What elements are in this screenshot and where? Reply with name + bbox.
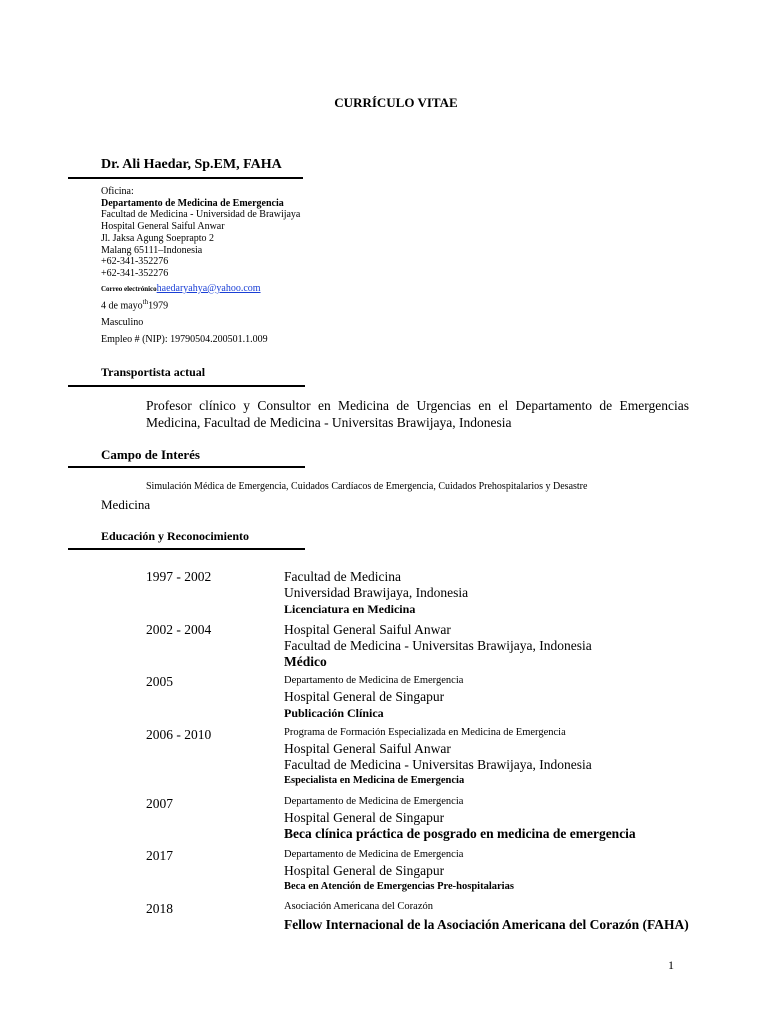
- edu-line: Hospital General de Singapur: [284, 689, 445, 704]
- edu-line: Facultad de Medicina - Universitas Brawijaya, Indonesia: [284, 638, 592, 653]
- edu-year: 2007: [146, 796, 173, 811]
- interest-line-2: Medicina: [101, 497, 151, 512]
- edu-degree: Licenciatura en Medicina: [284, 602, 416, 616]
- edu-year: 2005: [146, 674, 173, 689]
- edu-entry: [284, 899, 689, 934]
- office-label: Oficina:: [101, 186, 134, 197]
- office-hospital: Hospital General Saiful Anwar: [101, 221, 225, 233]
- current-divider: [68, 385, 305, 387]
- edu-line: Facultad de Medicina - Universitas Brawijaya, Indonesia: [284, 757, 592, 772]
- education-divider: [68, 548, 305, 550]
- edu-entry: [284, 725, 592, 789]
- edu-year: 1997 - 2002: [146, 569, 212, 584]
- birth-year: 1979: [148, 300, 169, 312]
- edu-degree: Médico: [284, 654, 327, 669]
- edu-degree: Publicación Clínica: [284, 706, 384, 720]
- interest-line-1: Simulación Médica de Emergencia, Cuidados Cardíacos de Emergencia, Cuidados Prehospitalarios y Desastre: [146, 481, 588, 492]
- birth-sup: th: [142, 298, 149, 307]
- page-number: 1: [668, 958, 674, 972]
- edu-line: Universidad Brawijaya, Indonesia: [284, 585, 469, 600]
- edu-line: Facultad de Medicina: [284, 569, 401, 584]
- interest-divider: [68, 466, 305, 468]
- current-text: [146, 397, 689, 431]
- edu-line: Hospital General de Singapur: [284, 863, 445, 878]
- document-title: CURRÍCULO VITAE: [334, 95, 458, 110]
- email-label: Correo electrónico: [101, 284, 157, 293]
- office-block: [101, 186, 300, 346]
- edu-line: Hospital General de Singapur: [284, 810, 445, 825]
- edu-line: Hospital General Saiful Anwar: [284, 622, 451, 637]
- current-line-2: Medicina, Facultad de Medicina - Universitas Brawijaya, Indonesia: [146, 415, 512, 430]
- edu-entry: [284, 569, 468, 617]
- office-phone-1: +62-341-352276: [101, 256, 169, 268]
- edu-entry: [284, 847, 514, 895]
- edu-degree: Beca en Atención de Emergencias Pre-hospitalarias: [284, 881, 514, 892]
- office-street: Jl. Jaksa Agung Soeprapto 2: [101, 232, 215, 244]
- edu-year: 2018: [146, 901, 173, 916]
- office-city: Malang 65111–Indonesia: [101, 244, 203, 256]
- edu-line: Hospital General Saiful Anwar: [284, 741, 451, 756]
- edu-line: Asociación Americana del Corazón: [284, 901, 433, 912]
- interest-heading: Campo de Interés: [101, 447, 200, 462]
- edu-entry: [284, 673, 463, 721]
- edu-entry: [284, 794, 636, 842]
- person-name: Dr. Ali Haedar, Sp.EM, FAHA: [101, 157, 282, 172]
- edu-line: Departamento de Medicina de Emergencia: [284, 796, 464, 807]
- edu-year: 2017: [146, 848, 173, 863]
- edu-degree: Fellow Internacional de la Asociación Americana del Corazón (FAHA): [284, 917, 689, 932]
- office-faculty: Facultad de Medicina - Universidad de Brawijaya: [101, 209, 301, 221]
- edu-year: 2002 - 2004: [146, 622, 212, 637]
- current-line-1: Profesor clínico y Consultor en Medicina de Urgencias en el Departamento de Emergencias: [146, 398, 689, 413]
- email-row: [101, 283, 300, 296]
- office-phone-2: +62-341-352276: [101, 267, 169, 279]
- edu-entry: [284, 622, 592, 670]
- edu-degree: Beca clínica práctica de posgrado en medicina de emergencia: [284, 826, 636, 841]
- edu-line: Departamento de Medicina de Emergencia: [284, 675, 464, 686]
- birth-day: 4 de mayo: [101, 300, 143, 312]
- current-heading: Transportista actual: [101, 365, 206, 379]
- gender: Masculino: [101, 317, 144, 329]
- edu-year: 2006 - 2010: [146, 727, 212, 742]
- edu-line: Programa de Formación Especializada en Medicina de Emergencia: [284, 727, 566, 738]
- education-heading: Educación y Reconocimiento: [101, 529, 249, 543]
- employee-number: Empleo # (NIP): 19790504.200501.1.009: [101, 334, 268, 346]
- email-link[interactable]: haedaryahya@yahoo.com: [156, 282, 261, 294]
- birth-date: [101, 297, 300, 312]
- edu-line: Departamento de Medicina de Emergencia: [284, 849, 464, 860]
- name-divider: [68, 177, 303, 179]
- office-department: Departamento de Medicina de Emergencia: [101, 197, 284, 209]
- edu-degree: Especialista en Medicina de Emergencia: [284, 775, 465, 786]
